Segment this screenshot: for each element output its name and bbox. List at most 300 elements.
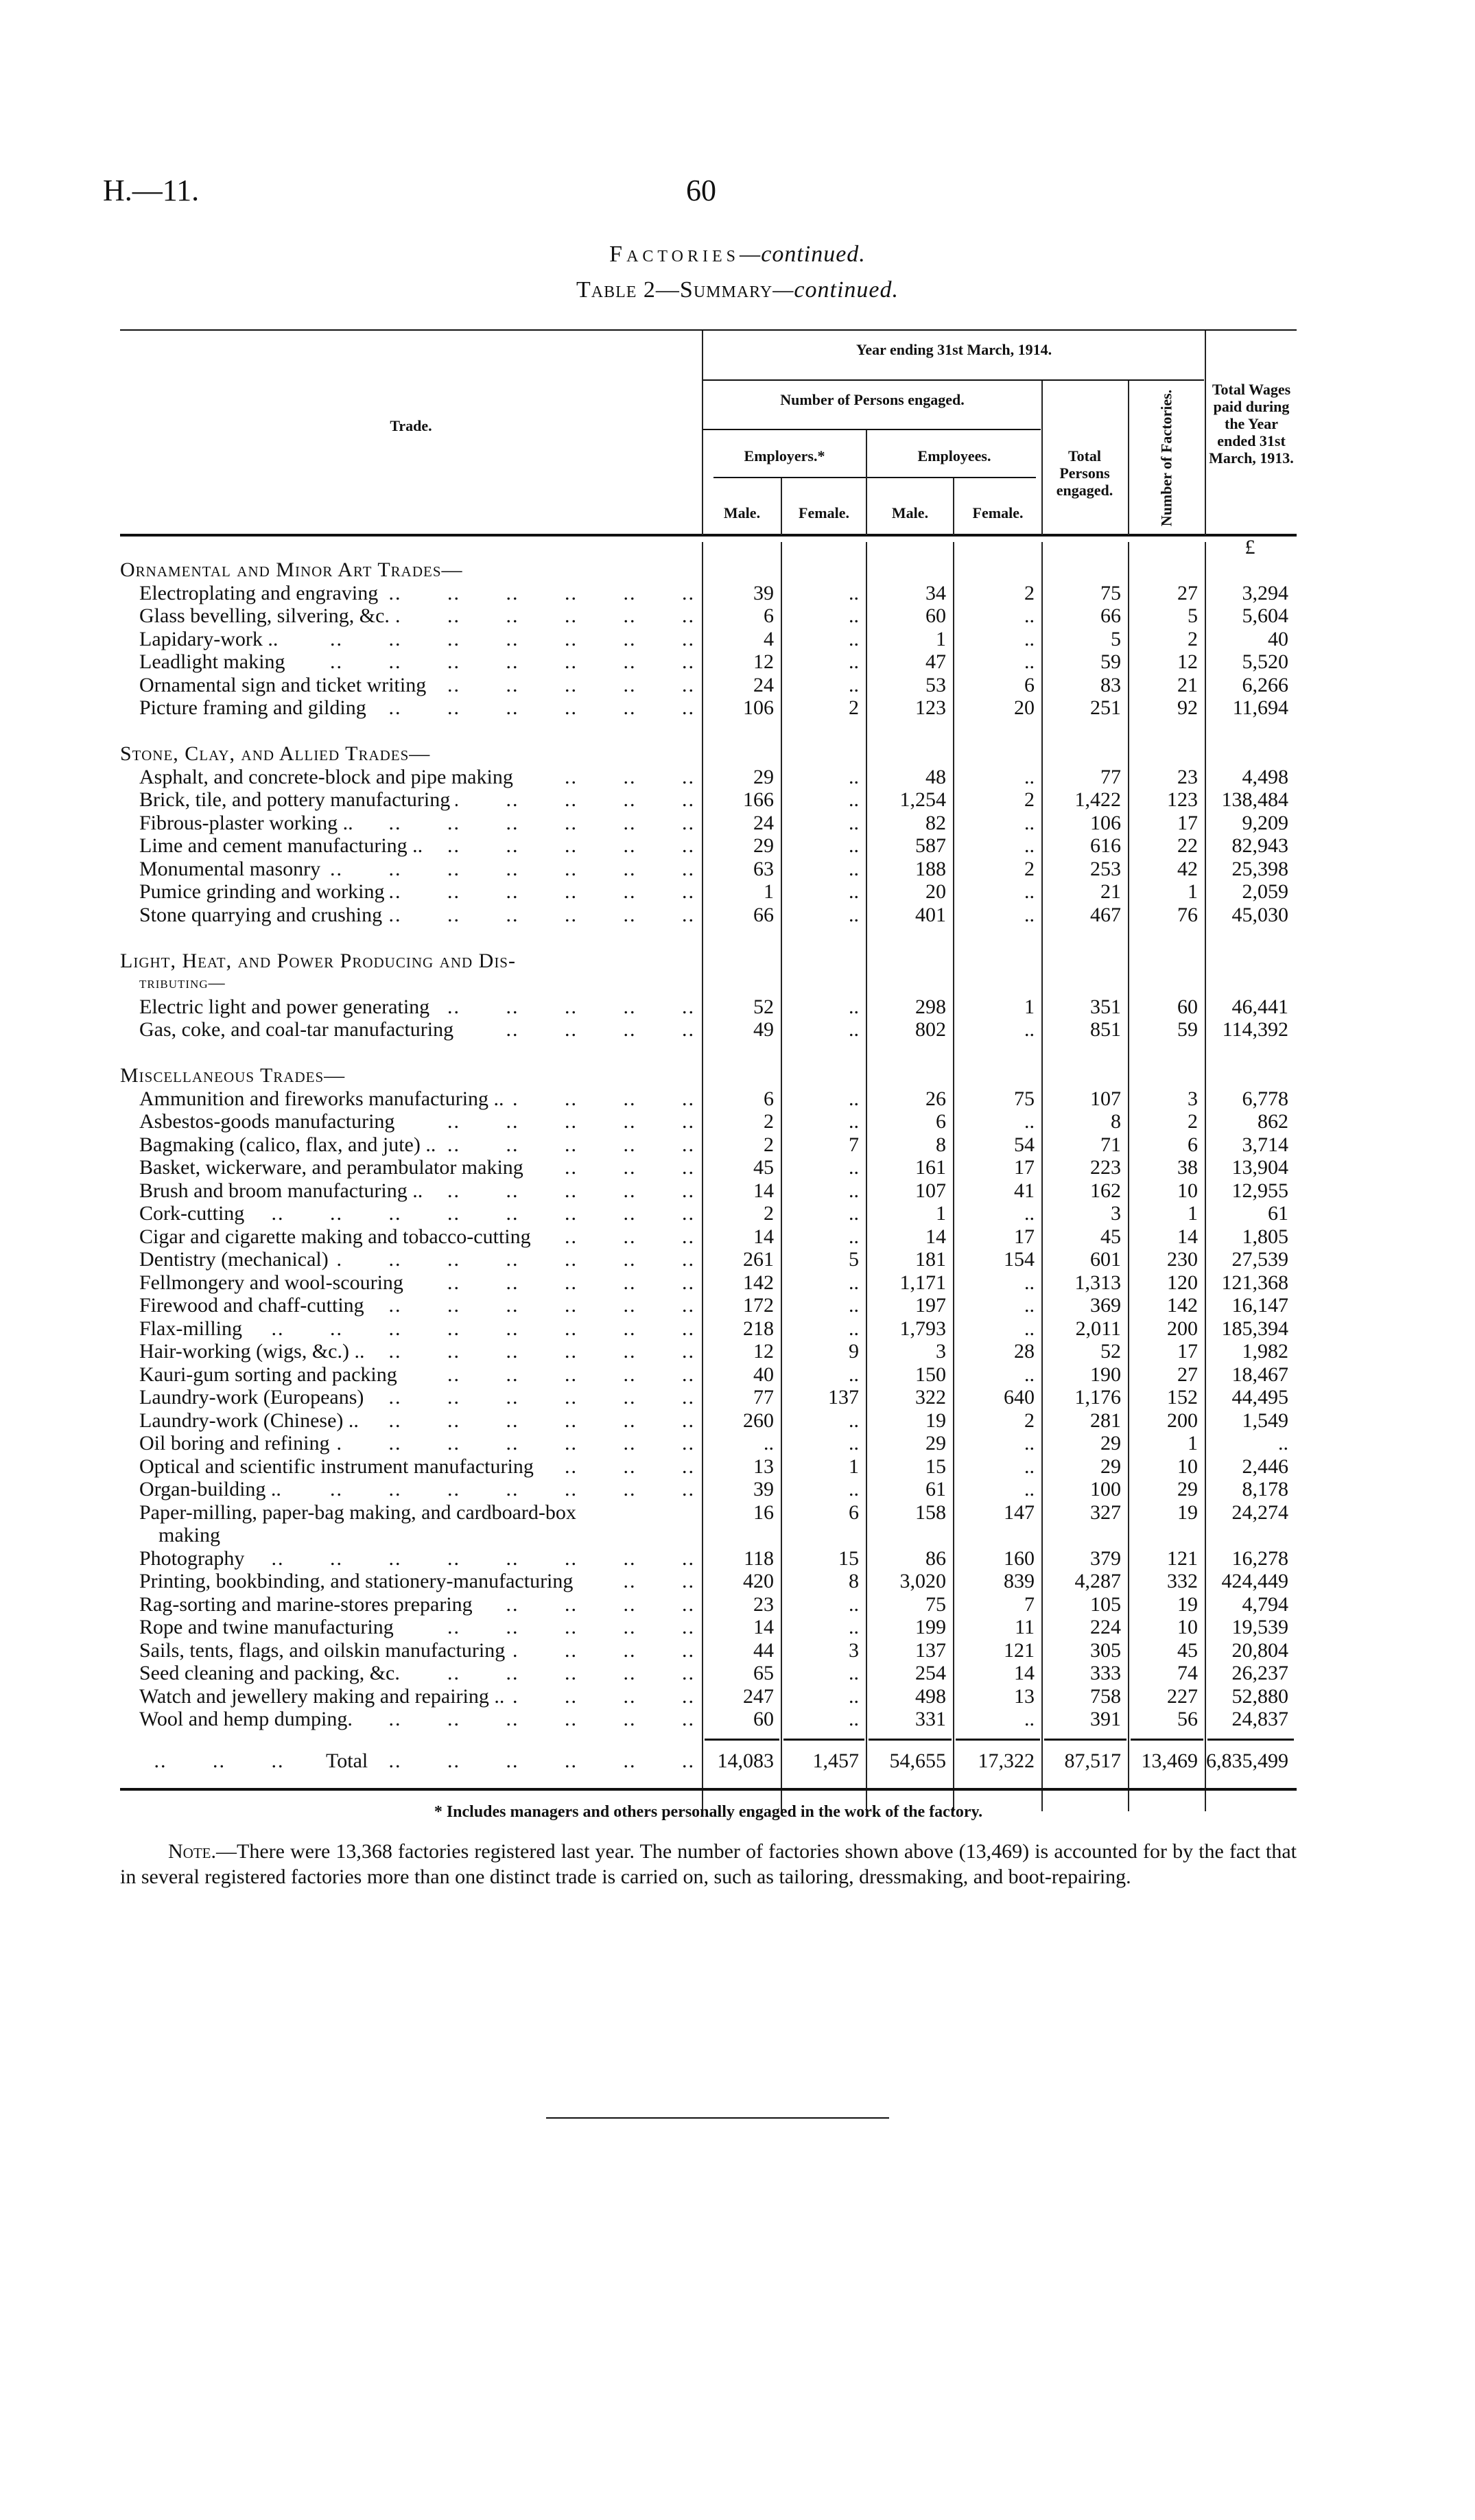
trade-name: Picture framing and gilding [139, 696, 372, 719]
value-cell: 1,422 [1074, 788, 1121, 811]
value-cell: 8 [936, 1133, 946, 1156]
value-cell: 3 [1111, 1202, 1121, 1225]
table-row [120, 858, 1297, 881]
trade-name: Printing, bookbinding, and stationery-manufacturing [139, 1570, 578, 1592]
value-cell: 60 [925, 604, 946, 627]
table-row [120, 1455, 1297, 1479]
value-cell: 17 [1014, 1225, 1035, 1248]
value-cell: 185,394 [1221, 1317, 1288, 1340]
table-row [120, 604, 1297, 628]
value-cell: .. [849, 1616, 859, 1638]
trade-name: Watch and jewellery making and repairing .. [139, 1685, 510, 1708]
value-cell: 333 [1090, 1662, 1121, 1684]
value-cell: 83 [1100, 673, 1121, 696]
table-row [120, 1179, 1297, 1203]
value-cell: 17 [1177, 811, 1198, 834]
section-heading-label [120, 742, 702, 766]
trade-name: Wool and hemp dumping. [139, 1708, 358, 1730]
value-cell: .. [1024, 1432, 1035, 1455]
value-cell: 10 [1177, 1455, 1198, 1478]
header-persons: Number of Persons engaged. [780, 391, 965, 408]
value-cell: 12 [1177, 650, 1198, 673]
value-cell: 77 [753, 1386, 774, 1409]
value-cell: .. [1024, 604, 1035, 627]
male-female-rule [713, 477, 1036, 478]
trade-name: Fellmongery and wool-scouring [139, 1271, 409, 1294]
value-cell: 60 [1177, 995, 1198, 1018]
value-cell: 34 [925, 581, 946, 604]
trade-cell [120, 1685, 702, 1708]
value-cell: .. [1024, 1018, 1035, 1041]
value-cell: 5 [849, 1248, 859, 1271]
header-year: Year ending 31st March, 1914. [856, 341, 1052, 358]
value-cell: .. [849, 1156, 859, 1179]
value-cell: 42 [1177, 857, 1198, 880]
total-label: Total [326, 1750, 373, 1772]
value-cell: 224 [1090, 1616, 1121, 1638]
value-cell: 12 [753, 650, 774, 673]
value-cell: 137 [828, 1386, 859, 1409]
value-cell: .. [1024, 1708, 1035, 1730]
table-top-rule [120, 329, 1297, 331]
value-cell: 12 [753, 1340, 774, 1363]
value-cell: 1 [764, 880, 774, 903]
value-cell: 92 [1177, 696, 1198, 719]
header-employee-female: Female. [972, 504, 1024, 521]
table-row [120, 1616, 1297, 1639]
trade-cell [120, 1386, 702, 1409]
empty-cell [1041, 536, 1128, 559]
value-cell: 20 [1014, 696, 1035, 719]
trade-name: Stone quarrying and crushing [139, 904, 388, 926]
value-cell: 15 [925, 1455, 946, 1478]
value-cell: 1,176 [1074, 1386, 1121, 1409]
section-heading-text: Stone, Clay, and Allied Trades— [120, 742, 431, 765]
value-cell: 1 [1188, 880, 1198, 903]
value-cell: 152 [1167, 1386, 1198, 1409]
spacer-row [120, 1041, 1297, 1065]
value-cell: 19 [1177, 1592, 1198, 1616]
trade-name: Leadlight making [139, 650, 290, 673]
value-cell: 39 [753, 1478, 774, 1500]
value-cell: .. [1024, 650, 1035, 673]
value-cell: 59 [1100, 650, 1121, 673]
value-cell: 26,237 [1231, 1662, 1288, 1684]
trade-cell [120, 1156, 702, 1179]
table-row [120, 1363, 1297, 1387]
value-cell: 616 [1090, 834, 1121, 857]
value-cell: 77 [1100, 765, 1121, 788]
value-cell: 14,083 [717, 1750, 774, 1772]
table-row [120, 1156, 1297, 1179]
value-cell: 61 [925, 1478, 946, 1500]
value-cell: 29 [1100, 1432, 1121, 1455]
trade-name: Ammunition and fireworks manufacturing .. [139, 1087, 510, 1110]
value-cell: 49 [753, 1018, 774, 1041]
trade-name: Photography [139, 1547, 250, 1570]
value-cell: .. [849, 1478, 859, 1500]
table-title [0, 277, 1475, 303]
value-cell: 158 [915, 1500, 946, 1524]
value-cell: 13,904 [1231, 1156, 1288, 1179]
trade-cell [120, 1708, 702, 1731]
value-cell: 351 [1090, 995, 1121, 1018]
value-cell: 8 [1111, 1110, 1121, 1133]
value-cell: .. [849, 1592, 859, 1616]
value-cell: .. [849, 1294, 859, 1317]
trade-cell [120, 1593, 702, 1616]
value-cell: 105 [1090, 1592, 1121, 1616]
value-cell: 19 [925, 1409, 946, 1432]
header-employer-male: Male. [723, 504, 761, 521]
value-cell: 261 [743, 1248, 774, 1271]
total-rule [1131, 1739, 1203, 1741]
value-cell: 197 [915, 1294, 946, 1317]
table-row [120, 766, 1297, 789]
trade-cell [120, 674, 702, 697]
trade-cell [120, 1547, 702, 1570]
value-cell: 1 [849, 1455, 859, 1478]
value-cell: 322 [915, 1386, 946, 1409]
total-row [120, 1750, 1297, 1773]
value-cell: 188 [915, 857, 946, 880]
table-row [120, 1547, 1297, 1570]
table-title-caps: Table 2—Summary [576, 277, 773, 303]
trade-name: Asphalt, and concrete-block and pipe making [139, 766, 519, 788]
value-cell: 121 [1004, 1638, 1035, 1662]
header-divider [1128, 381, 1129, 535]
section-heading-label [120, 1064, 702, 1087]
trade-name: Firewood and chaff-cutting [139, 1294, 370, 1317]
total-rule [783, 1739, 864, 1741]
value-cell: 332 [1167, 1570, 1198, 1592]
value-cell: 2 [1024, 788, 1035, 811]
trade-cell [120, 1501, 702, 1547]
value-cell: 54,655 [889, 1750, 946, 1772]
value-cell: 29 [753, 834, 774, 857]
value-cell: 14 [753, 1179, 774, 1202]
value-cell: 166 [743, 788, 774, 811]
value-cell: .. [849, 857, 859, 880]
table-row [120, 1478, 1297, 1501]
trade-cell [120, 1087, 702, 1111]
section-title-caps: Factories [609, 242, 740, 267]
trade-name: Lime and cement manufacturing .. [139, 834, 428, 857]
persons-rule [703, 429, 1041, 430]
value-cell: 14 [1177, 1225, 1198, 1248]
table-row [120, 788, 1297, 812]
total-rule [1044, 1739, 1126, 1741]
section-heading-text: Ornamental and Minor Art Trades— [120, 558, 463, 581]
table-row [120, 1133, 1297, 1157]
value-cell: .. [1024, 811, 1035, 834]
trade-name: Basket, wickerware, and perambulator making [139, 1156, 529, 1179]
value-cell: .. [849, 673, 859, 696]
table-row [120, 1386, 1297, 1409]
value-cell: 5 [1188, 604, 1198, 627]
value-cell: 2,059 [1242, 880, 1288, 903]
value-cell: .. [849, 1110, 859, 1133]
table-row [120, 1708, 1297, 1731]
value-cell: 401 [915, 903, 946, 926]
value-cell: 2 [1188, 627, 1198, 650]
trade-cell [120, 766, 702, 789]
value-cell: 7 [1024, 1592, 1035, 1616]
empty-cell [781, 536, 866, 559]
value-cell: 6 [936, 1110, 946, 1133]
table-row [120, 1662, 1297, 1685]
value-cell: 467 [1090, 903, 1121, 926]
value-cell: 6 [1024, 673, 1035, 696]
value-cell: 120 [1167, 1271, 1198, 1294]
value-cell: 327 [1090, 1500, 1121, 1524]
value-cell: .. [764, 1432, 774, 1455]
value-cell: .. [849, 811, 859, 834]
value-cell: .. [1024, 1455, 1035, 1478]
value-cell: 76 [1177, 903, 1198, 926]
header-divider [1205, 331, 1206, 535]
value-cell: 20 [925, 880, 946, 903]
value-cell: 87,517 [1064, 1750, 1121, 1772]
value-cell: .. [849, 1363, 859, 1386]
value-cell: 2 [1024, 581, 1035, 604]
trade-cell [120, 1455, 702, 1479]
header-employee-male: Male. [891, 504, 929, 521]
value-cell: .. [849, 1271, 859, 1294]
header-divider [1041, 381, 1043, 535]
value-cell: 1,982 [1242, 1340, 1288, 1363]
value-cell: 5 [1111, 627, 1121, 650]
trade-name: Asbestos-goods manufacturing [139, 1110, 400, 1133]
table-row [120, 1271, 1297, 1295]
value-cell: .. [1024, 834, 1035, 857]
header-employees: Employees. [917, 447, 991, 464]
value-cell: .. [849, 1225, 859, 1248]
table-row [120, 674, 1297, 697]
trade-cell [120, 604, 702, 628]
section-heading-text: Light, Heat, and Power Producing and Dis- [120, 949, 516, 972]
value-cell: 162 [1090, 1179, 1121, 1202]
page-reference: H.—11. [103, 174, 200, 207]
value-cell: 5,604 [1242, 604, 1288, 627]
table-row [120, 1294, 1297, 1317]
value-cell: 14 [1014, 1662, 1035, 1684]
value-cell: 8,178 [1242, 1478, 1288, 1500]
table-row [120, 1409, 1297, 1433]
trade-name: Cork-cutting [139, 1202, 250, 1225]
trade-name: Bagmaking (calico, flax, and jute) .. [139, 1133, 441, 1156]
value-cell: .. [1278, 1432, 1288, 1455]
header-total-persons: Total Persons engaged. [1056, 447, 1113, 499]
value-cell: 17,322 [978, 1750, 1035, 1772]
table-row [120, 1593, 1297, 1616]
value-cell: 10 [1177, 1616, 1198, 1638]
trade-name: Sails, tents, flags, and oilskin manufacturing [139, 1639, 510, 1662]
value-cell: 40 [753, 1363, 774, 1386]
value-cell: 52,880 [1231, 1684, 1288, 1708]
value-cell: 251 [1090, 696, 1121, 719]
value-cell: 53 [925, 673, 946, 696]
section-heading [120, 742, 1297, 766]
section-heading-text: tributing— [139, 974, 226, 992]
value-cell: 114,392 [1222, 1018, 1288, 1041]
value-cell: 7 [849, 1133, 859, 1156]
trade-cell [120, 1225, 702, 1249]
value-cell: 181 [915, 1248, 946, 1271]
value-cell: 2 [849, 696, 859, 719]
value-cell: 41 [1014, 1179, 1035, 1202]
value-cell: 45 [753, 1156, 774, 1179]
value-cell: 107 [915, 1179, 946, 1202]
value-cell: 199 [915, 1616, 946, 1638]
value-cell: 18,467 [1231, 1363, 1288, 1386]
value-cell: 46,441 [1231, 995, 1288, 1018]
value-cell: 45 [1177, 1638, 1198, 1662]
value-cell: 26 [925, 1087, 946, 1110]
value-cell: 6,835,499 [1206, 1750, 1288, 1772]
value-cell: .. [1024, 1110, 1035, 1133]
value-cell: 138,484 [1221, 788, 1288, 811]
value-cell: 29 [925, 1432, 946, 1455]
value-cell: 587 [915, 834, 946, 857]
value-cell: 40 [1268, 627, 1288, 650]
trade-cell [120, 650, 702, 674]
trade-cell [120, 1317, 702, 1341]
spacer-row [120, 926, 1297, 950]
trade-cell [120, 1248, 702, 1271]
table-row [120, 1685, 1297, 1708]
value-cell: 1,805 [1242, 1225, 1288, 1248]
value-cell: 147 [1004, 1500, 1035, 1524]
note-text: —There were 13,368 factories registered last year. The number of factories shown above (13,469) is accounted for by the fact that in several registered factories more than one distinct trade is carried on, such as tailoring, dressmaking, and boot-repairing. [120, 1840, 1297, 1888]
value-cell: 17 [1014, 1156, 1035, 1179]
value-cell: 66 [1100, 604, 1121, 627]
value-cell: .. [849, 1662, 859, 1684]
value-cell: 2 [1024, 857, 1035, 880]
value-cell: 29 [1100, 1455, 1121, 1478]
trade-name: Fibrous-plaster working .. [139, 812, 359, 834]
value-cell: 10 [1177, 1179, 1198, 1202]
value-cell: 20,804 [1231, 1638, 1288, 1662]
value-cell: 4,287 [1074, 1570, 1121, 1592]
value-cell: 3,714 [1242, 1133, 1288, 1156]
value-cell: 6 [1188, 1133, 1198, 1156]
value-cell: 123 [915, 696, 946, 719]
empty-cell [1128, 536, 1205, 559]
value-cell: .. [1024, 903, 1035, 926]
trade-name: Laundry-work (Chinese) .. [139, 1409, 364, 1432]
trade-name: Gas, coke, and coal-tar manufacturing [139, 1018, 459, 1041]
trade-name: Seed cleaning and packing, &c. [139, 1662, 405, 1684]
value-cell: 247 [743, 1684, 774, 1708]
value-cell: 230 [1167, 1248, 1198, 1271]
trade-name: Brick, tile, and pottery manufacturing [139, 788, 456, 811]
table-row [120, 880, 1297, 904]
value-cell: 23 [753, 1592, 774, 1616]
value-cell: 137 [915, 1638, 946, 1662]
value-cell: .. [1024, 1478, 1035, 1500]
value-cell: 3 [936, 1340, 946, 1363]
value-cell: .. [1024, 1363, 1035, 1386]
table-bottom-rule [120, 1788, 1297, 1791]
table-row [120, 650, 1297, 674]
value-cell: 9 [849, 1340, 859, 1363]
trade-cell [120, 834, 702, 858]
value-cell: 8 [849, 1570, 859, 1592]
value-cell: 369 [1090, 1294, 1121, 1317]
value-cell: 227 [1167, 1684, 1198, 1708]
value-cell: 839 [1004, 1570, 1035, 1592]
value-cell: .. [849, 1087, 859, 1110]
value-cell: 260 [743, 1409, 774, 1432]
value-cell: 223 [1090, 1156, 1121, 1179]
value-cell: 121,368 [1221, 1271, 1288, 1294]
value-cell: 3 [849, 1638, 859, 1662]
value-cell: .. [849, 1018, 859, 1041]
value-cell: 254 [915, 1662, 946, 1684]
value-cell: 200 [1167, 1409, 1198, 1432]
note-paragraph [120, 1839, 1297, 1889]
trade-cell [120, 1202, 702, 1225]
value-cell: 52 [753, 995, 774, 1018]
value-cell: 38 [1177, 1156, 1198, 1179]
value-cell: 154 [1004, 1248, 1035, 1271]
trade-cell [120, 1179, 702, 1203]
table-row [120, 1087, 1297, 1111]
value-cell: 2,011 [1075, 1317, 1121, 1340]
value-cell: 4 [764, 627, 774, 650]
section-heading [120, 950, 1297, 973]
table-row [120, 904, 1297, 927]
value-cell: 11 [1015, 1616, 1035, 1638]
value-cell: .. [849, 880, 859, 903]
trade-name: Glass bevelling, silvering, &c. [139, 604, 395, 627]
value-cell: 1 [936, 1202, 946, 1225]
trade-cell [120, 996, 702, 1019]
empty-cell [866, 536, 953, 559]
total-rule [956, 1739, 1040, 1741]
value-cell: 29 [753, 765, 774, 788]
value-cell: .. [849, 1202, 859, 1225]
trade-cell [120, 696, 702, 720]
trade-name: Organ-building .. [139, 1478, 287, 1500]
value-cell: .. [849, 1409, 859, 1432]
value-cell: 65 [753, 1662, 774, 1684]
value-cell: 1,313 [1074, 1271, 1121, 1294]
value-cell: 253 [1090, 857, 1121, 880]
value-cell: 16,278 [1231, 1546, 1288, 1570]
value-cell: 106 [743, 696, 774, 719]
section-title-italic: —continued. [740, 242, 866, 267]
trade-name: Brush and broom manufacturing .. [139, 1179, 428, 1202]
value-cell: 39 [753, 581, 774, 604]
value-cell: 54 [1014, 1133, 1035, 1156]
value-cell: 4,498 [1242, 765, 1288, 788]
value-cell: 82,943 [1231, 834, 1288, 857]
value-cell: 82 [925, 811, 946, 834]
value-cell: 281 [1090, 1409, 1121, 1432]
value-cell: 190 [1090, 1363, 1121, 1386]
value-cell: .. [849, 650, 859, 673]
value-cell: .. [1024, 765, 1035, 788]
value-cell: .. [849, 788, 859, 811]
value-cell: 13 [1014, 1684, 1035, 1708]
footnote: * Includes managers and others personally engaged in the work of the factory. [434, 1803, 983, 1821]
value-cell: 1,457 [812, 1750, 859, 1772]
value-cell: .. [849, 581, 859, 604]
table-body [120, 536, 1297, 1731]
page-number: 60 [686, 174, 716, 207]
